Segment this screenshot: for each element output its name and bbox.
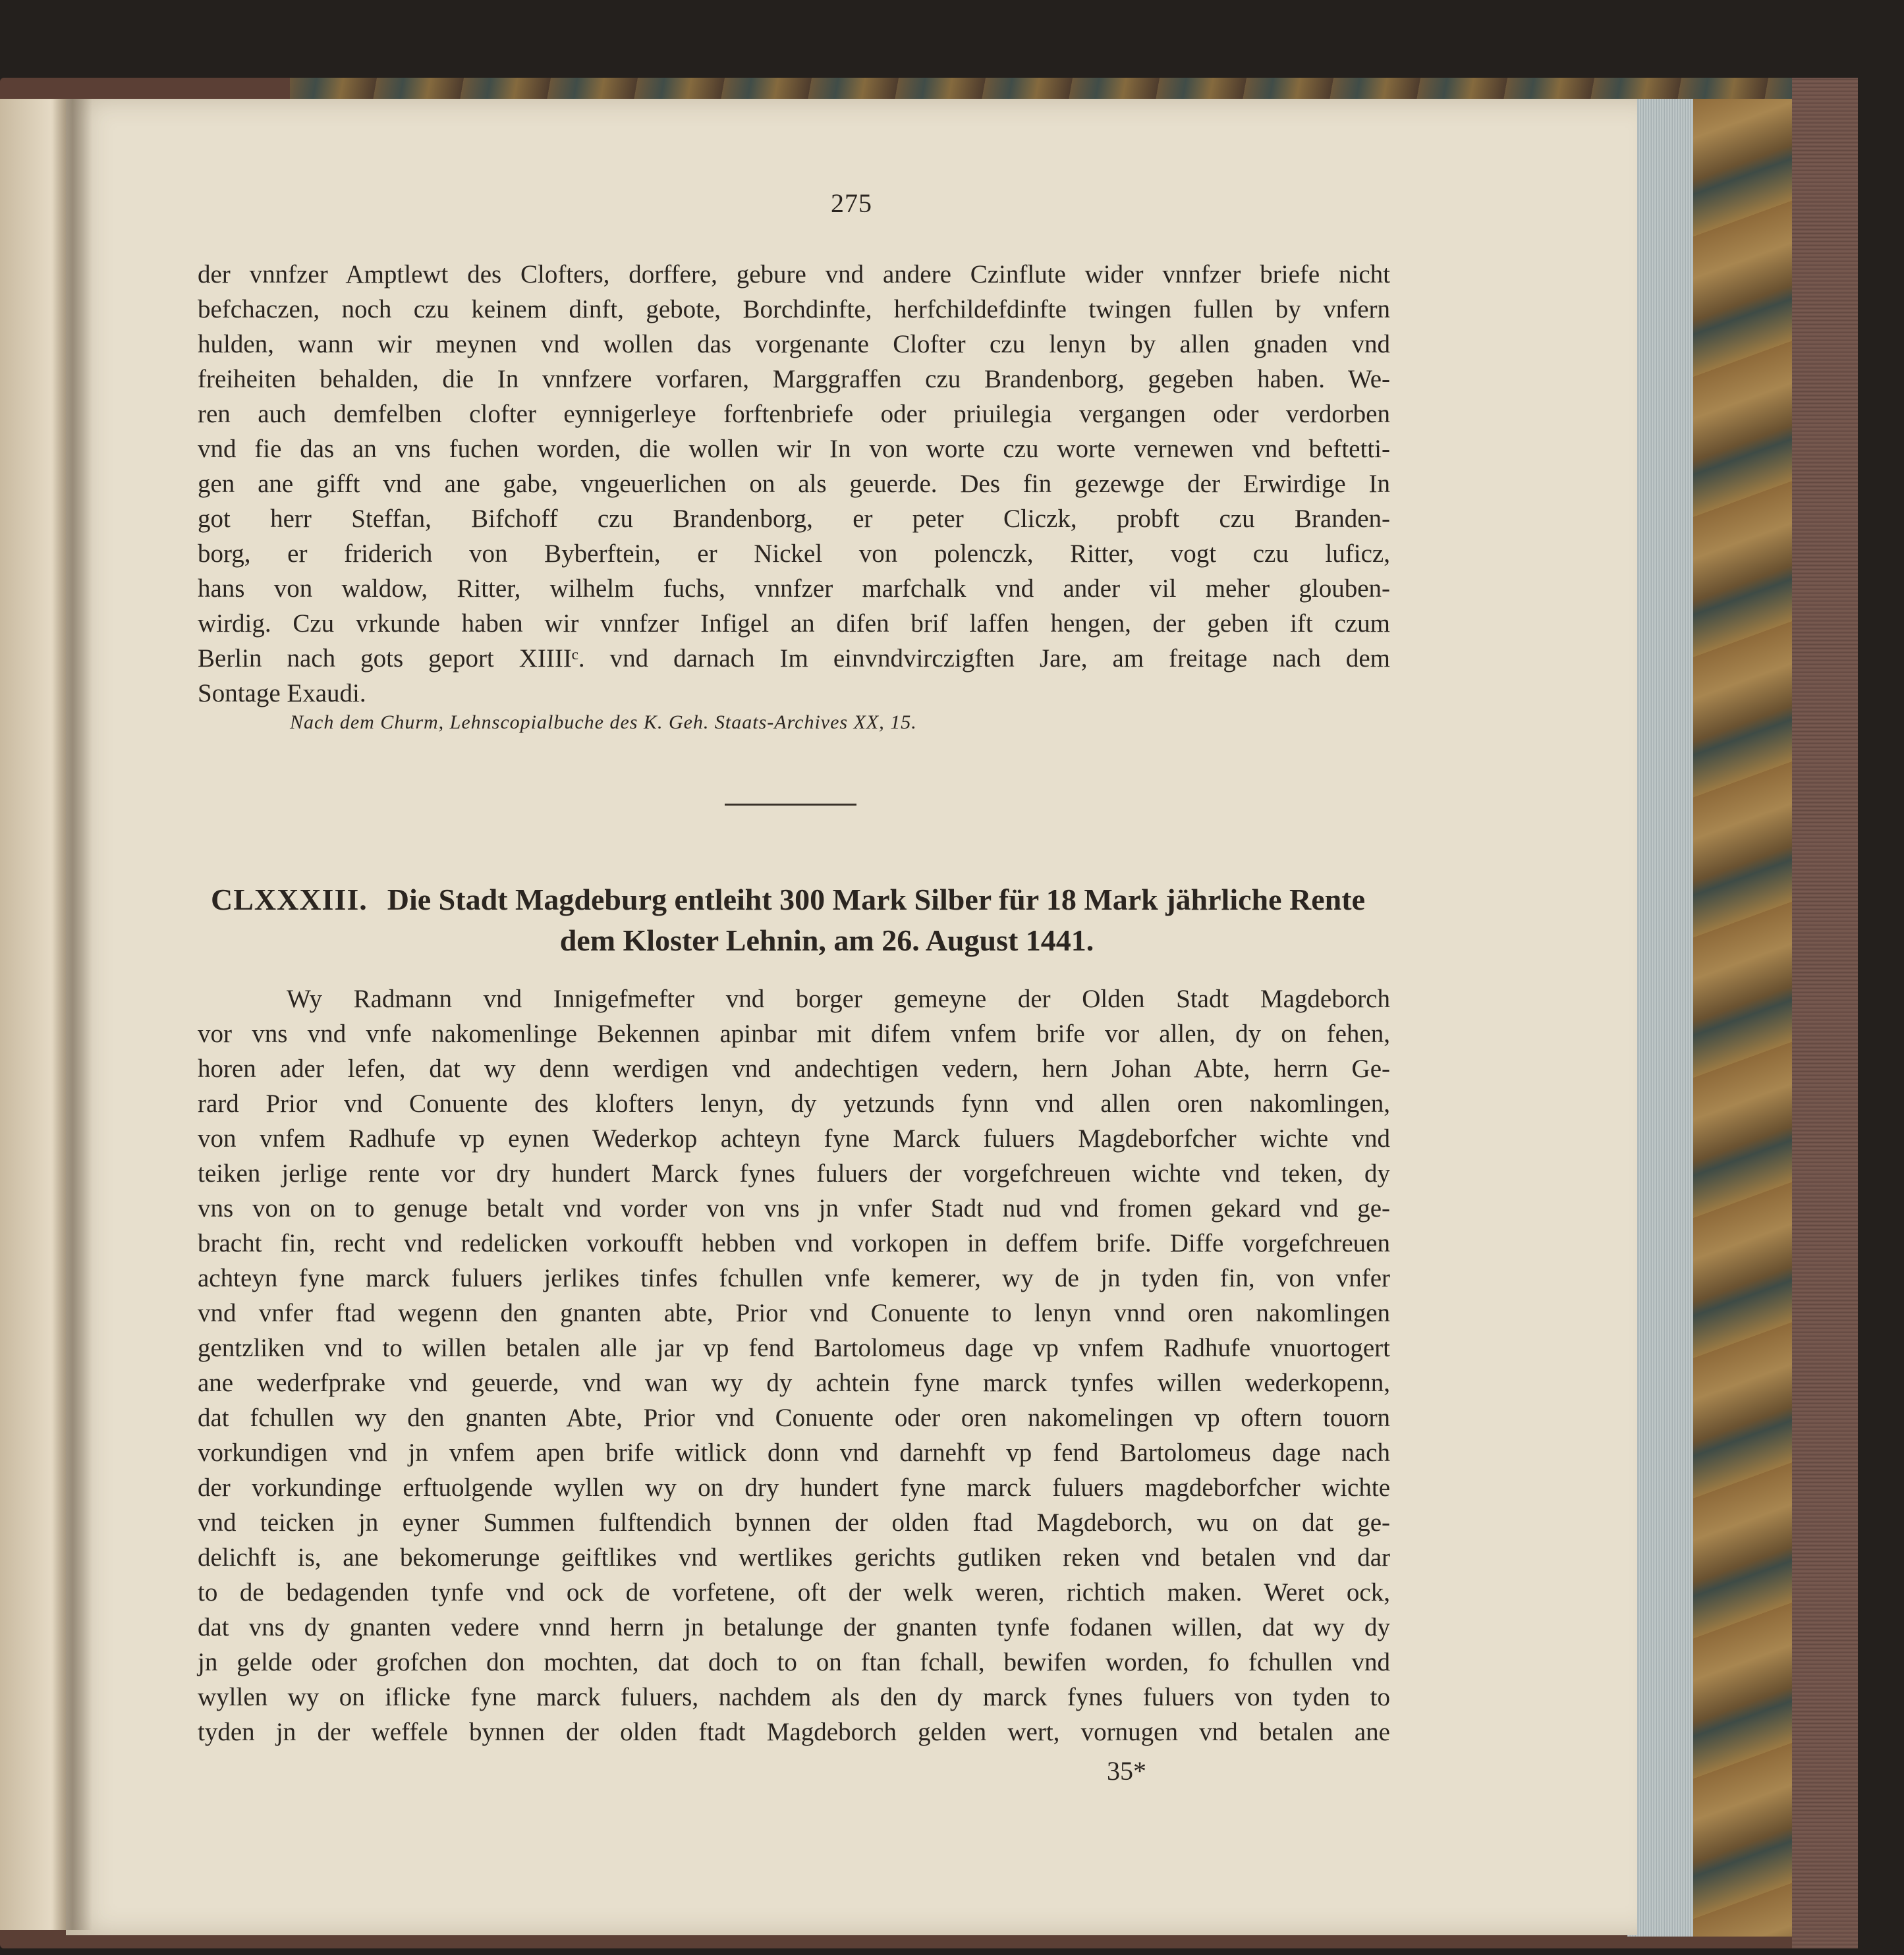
text-line: teiken jerlige rente vor dry hundert Marck fynes fuluers der vorgefchreuen wichte vnd teken, dy	[198, 1159, 1390, 1188]
text-line: delichft is, ane bekomerunge geiftlikes vnd wertlikes gerichts gutliken reken vnd betalen vnd dar	[198, 1543, 1390, 1572]
text-line: ane wederfprake vnd geuerde, vnd wan wy dy achtein fyne marck tynfes willen wederkopenn,	[198, 1369, 1390, 1397]
text-line: vor vns vnd vnfe nakomenlinge Bekennen apinbar mit difem vnfem brife vor allen, dy on fehen,	[198, 1020, 1390, 1048]
text-line: rard Prior vnd Conuente des klofters lenyn, dy yetzunds fynn vnd allen oren nakomlingen,	[198, 1089, 1390, 1118]
text-line: vorkundigen vnd jn vnfem apen brife witlick donn vnd darnehft vp fend Bartolomeus dage nach	[198, 1439, 1390, 1467]
text-line: vnd fie das an vns fuchen worden, die wollen wir In von worte czu worte vernewen vnd beftetti-	[198, 435, 1390, 463]
section-number: CLXXXIII.	[211, 883, 368, 916]
section-heading	[211, 879, 1403, 961]
section-title-line-2: dem Kloster Lehnin, am 26. August 1441.	[559, 923, 1094, 957]
spine-shadow	[53, 99, 92, 1930]
paragraph-2	[198, 981, 1390, 1749]
text-line: got herr Steffan, Bifchoff czu Brandenborg, er peter Cliczk, probft czu Branden-	[198, 505, 1390, 533]
section-divider	[725, 804, 856, 806]
text-line: vnd teicken jn eyner Summen fulftendich bynnen der olden ftad Magdeborch, wu on dat ge-	[198, 1508, 1390, 1537]
text-line: wirdig. Czu vrkunde haben wir vnnfzer Infigel an difen brif laffen hengen, der geben ift czum	[198, 609, 1390, 638]
text-line: bracht fin, recht vnd redelicken vorkoufft hebben vnd vorkopen in deffem brife. Diffe vorgefchreuen	[198, 1229, 1390, 1257]
text-line: vns von on to genuge betalt vnd vorder von vns jn vnfer Stadt nud vnd fromen gekard vnd ge-	[198, 1194, 1390, 1223]
text-line: freiheiten behalden, die In vnnfzere vorfaren, Marggraffen czu Brandenborg, gegeben haben. We-	[198, 365, 1390, 393]
text-line: wyllen wy on iflicke fyne marck fuluers, nachdem als den dy marck fynes fuluers von tyden to	[198, 1683, 1390, 1711]
text-line: vnd vnfer ftad wegenn den gnanten abte, Prior vnd Conuente to lenyn vnnd oren nakomlingen	[198, 1299, 1390, 1327]
text-line: hans von waldow, Ritter, wilhelm fuchs, vnnfzer marfchalk vnd ander vil meher glouben-	[198, 574, 1390, 603]
source-note: Nach dem Churm, Lehnscopialbuche des K. Geh. Staats-Archives XX, 15.	[290, 711, 917, 733]
text-line: befchaczen, noch czu keinem dinft, gebote, Borchdinfte, herfchildefdinfte twingen fullen by vnfern	[198, 295, 1390, 323]
text-line: gen ane gifft vnd ane gabe, vngeuerlichen on als geuerde. Des fin gezewge der Erwirdige In	[198, 470, 1390, 498]
text-line: Berlin nach gots geport XIIIIᶜ. vnd darnach Im einvndvirczigften Jare, am freitage nach dem	[198, 644, 1390, 673]
page-block-edges	[1627, 99, 1693, 1937]
text-line: hulden, wann wir meynen vnd wollen das vorgenante Clofter czu lenyn by allen gnaden vnd	[198, 330, 1390, 358]
text-line: jn gelde oder grofchen don mochten, dat doch to on ftan fchall, bewifen worden, fo fchullen vnd	[198, 1648, 1390, 1676]
section-title-line-1: Die Stadt Magdeburg entleiht 300 Mark Silber für 18 Mark jährliche Rente	[387, 883, 1365, 916]
text-line: der vnnfzer Amptlewt des Clofters, dorffere, gebure vnd andere Czinflute wider vnnfzer briefe nicht	[198, 260, 1390, 289]
text-line: Sontage Exaudi.	[198, 679, 366, 707]
book-page	[66, 99, 1637, 1935]
text-line: von vnfem Radhufe vp eynen Wederkop achteyn fyne Marck fuluers Magdeborfcher wichte vnd	[198, 1124, 1390, 1153]
text-line: horen ader lefen, dat wy denn werdigen vnd andechtigen vedern, hern Johan Abte, herrn Ge-	[198, 1055, 1390, 1083]
signature-mark: 35*	[1107, 1756, 1146, 1786]
text-line: dat vns dy gnanten vedere vnnd herrn jn betalunge der gnanten tynfe fodanen willen, dat wy dy	[198, 1613, 1390, 1641]
text-line: tyden jn der weffele bynnen der olden ftadt Magdeborch gelden wert, vornugen vnd betalen ane	[198, 1718, 1390, 1746]
text-line: to de bedagenden tynfe vnd ock de vorfetene, oft der welk weren, richtich maken. Weret ock,	[198, 1578, 1390, 1607]
page-number: 275	[831, 188, 872, 218]
text-line: Wy Radmann vnd Innigefmefter vnd borger gemeyne der Olden Stadt Magdeborch	[287, 985, 1390, 1013]
paragraph-1	[198, 257, 1390, 711]
text-line: dat fchullen wy den gnanten Abte, Prior vnd Conuente oder oren nakomelingen vp oftern touorn	[198, 1404, 1390, 1432]
leather-binding	[1792, 78, 1858, 1948]
text-line: achteyn fyne marck fuluers jerlikes tinfes fchullen vnfe kemerer, wy de jn tyden fin, von vnfer	[198, 1264, 1390, 1292]
text-line: borg, er friderich von Byberftein, er Nickel von polenczk, Ritter, vogt czu luficz,	[198, 539, 1390, 568]
text-line: ren auch demfelben clofter eynnigerleye forftenbriefe oder priuilegia vergangen oder verdorben	[198, 400, 1390, 428]
text-line: gentzliken vnd to willen betalen alle jar vp fend Bartolomeus dage vp vnfem Radhufe vnuortogert	[198, 1334, 1390, 1362]
text-line: der vorkundinge erftuolgende wyllen wy on dry hundert fyne marck fuluers magdeborfcher wichte	[198, 1473, 1390, 1502]
